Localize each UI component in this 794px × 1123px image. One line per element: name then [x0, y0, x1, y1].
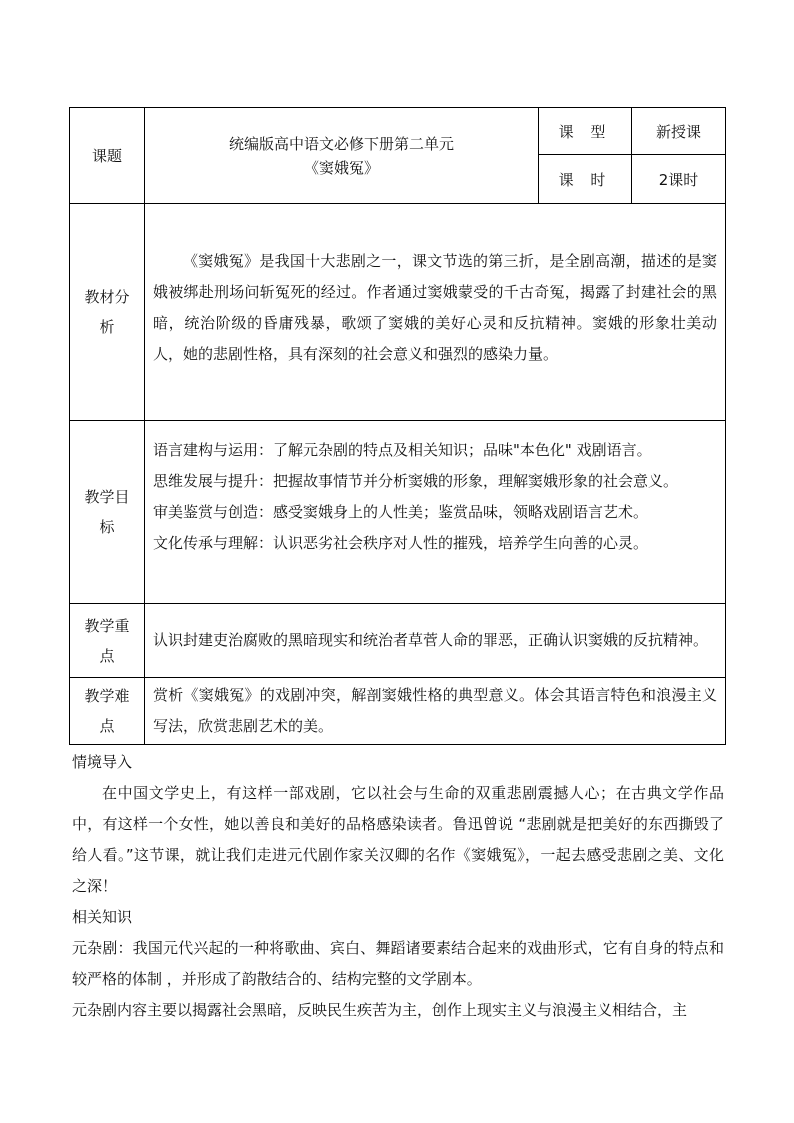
body-text — [72, 747, 724, 1026]
lesson-title-cell — [145, 108, 539, 204]
analysis-label — [70, 204, 145, 421]
difficult-points-text: 赏析《窦娥冤》的戏剧冲突，解剖窦娥性格的典型意义。体会其语言特色和浪漫主义写法，欣赏悲剧艺术的美。 — [153, 686, 717, 735]
type-label: 课 型 — [539, 108, 632, 155]
intro-heading: 情境导入 — [72, 753, 133, 771]
subject-label-text: 课题 — [91, 146, 122, 165]
analysis-label-line1: 教材分 — [84, 288, 130, 306]
hours-label: 课 时 — [539, 155, 632, 204]
difficult-label-line2: 点 — [99, 717, 115, 735]
difficult-label-line1: 教学难 — [84, 687, 130, 705]
knowledge-paragraph-2: 元杂剧内容主要以揭露社会黑暗，反映民生疾苦为主，创作上现实主义与浪漫主义相结合，主 — [72, 1001, 688, 1019]
goal-item: 思维发展与提升：把握故事情节并分析窦娥的形象，理解窦娥形象的社会意义。 — [153, 472, 679, 490]
lesson-title-line2: 《窦娥冤》 — [303, 158, 379, 177]
analysis-text: 《窦娥冤》是我国十大悲剧之一，课文节选的第三折，是全剧高潮，描述的是窦娥被绑赴刑场问斩冤死的经过。作者通过窦娥蒙受的千古奇冤，揭露了封建社会的黑暗，统治阶级的昏庸残暴，歌颂了窦娥的美好心灵和反抗精神。窦娥的形象壮美动人，她的悲剧性格，具有深刻的社会意义和强烈的感染力量。 — [153, 252, 717, 363]
goals-cell — [145, 421, 726, 604]
key-label-line2: 点 — [99, 646, 115, 665]
lesson-plan-table — [69, 107, 726, 745]
analysis-label-line2: 析 — [99, 318, 115, 336]
goals-label — [70, 421, 145, 604]
lesson-title-line1: 统编版高中语文必修下册第二单元 — [228, 134, 454, 153]
key-points-label — [70, 604, 145, 678]
hours-value: 2课时 — [632, 155, 726, 204]
difficult-points-cell — [145, 678, 726, 745]
knowledge-paragraph-1: 元杂剧：我国元代兴起的一种将歌曲、宾白、舞蹈诸要素结合起来的戏曲形式，它有自身的特点和较严格的体制 ，并形成了韵散结合的、结构完整的文学剧本。 — [72, 939, 724, 988]
goals-label-line1: 教学目 — [84, 488, 130, 506]
key-points-text: 认识封建吏治腐败的黑暗现实和统治者草菅人命的罪恶，正确认识窦娥的反抗精神。 — [153, 631, 709, 649]
goal-item: 审美鉴赏与创造：感受窦娥身上的人性美；鉴赏品味，领略戏剧语言艺术。 — [153, 503, 649, 521]
intro-paragraph: 在中国文学史上，有这样一部戏剧，它以社会与生命的双重悲剧震撼人心；在古典文学作品中，有这样一个女性，她以善良和美好的品格感染读者。鲁迅曾说 “悲剧就是把美好的东西撕毁了给人看。”这节课，就让我们走进元代剧作家关汉卿的名作《窦娥冤》，一起去感受悲剧之美、文化之深！ — [72, 784, 724, 895]
difficult-points-label — [70, 678, 145, 745]
analysis-cell — [145, 204, 726, 421]
type-value: 新授课 — [632, 108, 726, 155]
subject-label — [70, 108, 145, 204]
knowledge-heading: 相关知识 — [72, 908, 133, 926]
goal-item: 文化传承与理解：认识恶劣社会秩序对人性的摧残，培养学生向善的心灵。 — [153, 534, 649, 552]
key-label-line1: 教学重 — [84, 616, 130, 635]
key-points-cell — [145, 604, 726, 678]
goal-item: 语言建构与运用：了解元杂剧的特点及相关知识；品味"本色化" 戏剧语言。 — [153, 441, 652, 459]
goals-label-line2: 标 — [99, 518, 115, 536]
